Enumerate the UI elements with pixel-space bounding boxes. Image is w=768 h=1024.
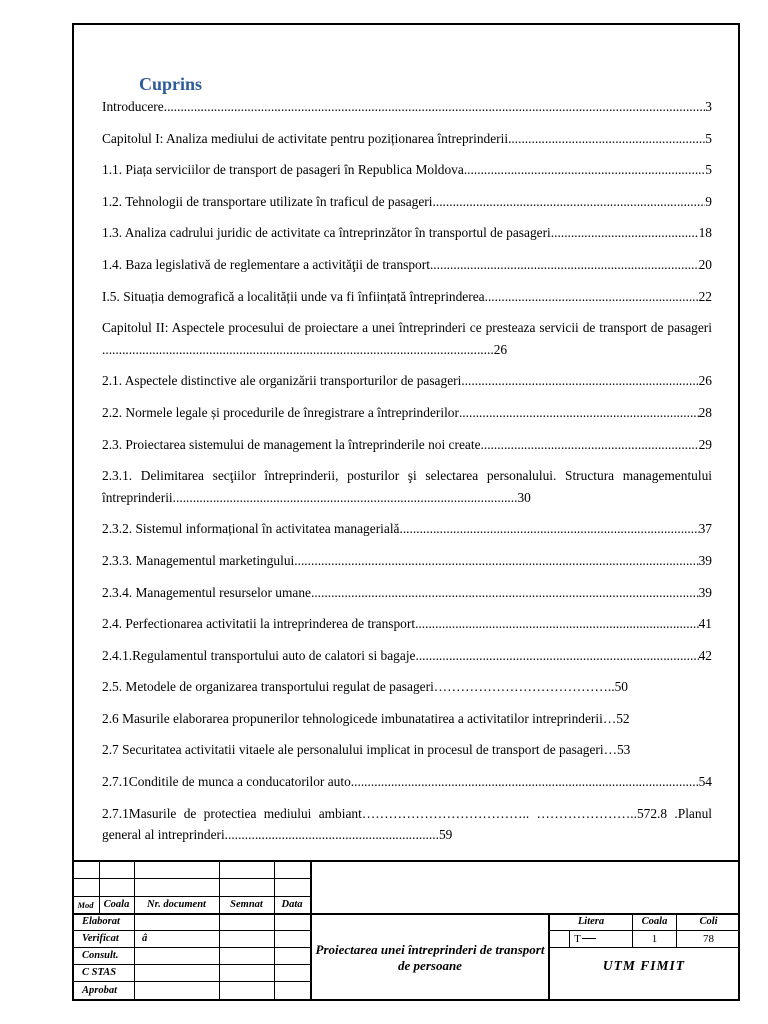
toc-entry-text: I.5. Situația demografică a localității unde va fi înființată întreprinderea: [102, 288, 485, 304]
verificat-value: â: [142, 933, 148, 944]
header-data: Data: [281, 899, 303, 910]
role-elaborat: Elaborat: [82, 916, 120, 927]
toc-entry-text: 2.1. Aspectele distinctive ale organizării transporturilor de pasageri: [102, 373, 462, 389]
toc-entry: [102, 518, 712, 540]
toc-leader-dots: [351, 771, 699, 793]
toc-entry-text: 2.7.1Conditile de munca a conducatorilor auto: [102, 774, 351, 790]
toc-entry: [102, 96, 712, 118]
toc-entry-page: 26: [493, 341, 508, 357]
toc-entry: [102, 803, 712, 846]
toc-entry: [102, 370, 712, 392]
role-c-stas: C STAS: [82, 967, 117, 978]
toc-entry: [102, 286, 712, 308]
toc-entry-text: 2.2. Normele legale și procedurile de înregistrare a întreprinderilor: [102, 404, 459, 420]
toc-entry-text: 1.4. Baza legislativă de reglementare a activităţii de transport: [102, 256, 430, 272]
toc-leader-dots: [461, 370, 698, 392]
table-of-contents: [102, 96, 712, 856]
toc-entry-page: 50: [614, 679, 628, 695]
litera-dash: [582, 938, 596, 939]
toc-entry-page: 22: [698, 288, 712, 304]
role-aprobat: Aprobat: [82, 984, 118, 996]
toc-entry-page: 53: [616, 742, 631, 758]
toc-leader-dots: [508, 128, 705, 150]
project-title: Proiectarea unei întreprinderi de transport de persoane: [315, 942, 545, 973]
toc-entry-page: 52: [616, 710, 630, 726]
toc-entry-page: 39: [698, 552, 712, 568]
header-coala: Coala: [103, 899, 130, 910]
toc-entry-text: 2.7.1Masurile de protectiea mediului ambiant……………………………….. …………………..572.8 .Planul general al intreprinderi................................................................: [102, 805, 712, 843]
toc-entry-page: 29: [698, 436, 712, 452]
toc-entry-page: 3: [705, 99, 712, 114]
toc-entry: [102, 739, 712, 761]
coli-label: Coli: [699, 916, 718, 927]
page-title: Cuprins: [139, 74, 203, 94]
toc-leader-dots: [294, 550, 698, 572]
toc-entry-text: 1.2. Tehnologii de transportare utilizate în traficul de pasageri: [102, 193, 433, 209]
toc-entry-page: 26: [698, 373, 712, 389]
toc-entry-page: 59: [438, 827, 453, 843]
toc-entry: [102, 676, 712, 698]
toc-entry: [102, 402, 712, 424]
toc-leader-dots: [464, 159, 705, 181]
toc-leader-dots: [415, 645, 698, 667]
toc-leader-dots: [481, 434, 699, 456]
organization: UTM FIMIT: [602, 958, 686, 973]
title-block: [72, 860, 740, 1001]
toc-leader-dots: [415, 613, 699, 635]
toc-entry: [102, 645, 712, 667]
toc-leader-dots: [164, 96, 706, 118]
toc-entry-text: 2.3.3. Managementul marketingului: [102, 552, 295, 568]
toc-entry-text: Capitolul II: Aspectele procesului de proiectare a unei întreprinderi ce presteaza servicii de transport de pasageri .....................................................................................................................: [102, 320, 712, 357]
toc-entry: [102, 159, 712, 181]
header-semnat: Semnat: [230, 899, 263, 910]
toc-entry: [102, 771, 712, 793]
toc-entry: [102, 222, 712, 244]
coala-value: 1: [651, 932, 658, 945]
toc-entry-text: 2.4. Perfectionarea activitatii la intreprinderea de transport: [102, 616, 416, 632]
toc-entry-text: Introducere: [102, 99, 164, 114]
toc-entry-text: 2.3.1. Delimitarea secţiilor întreprinderii, posturilor şi selectarea personalului. Structura managementului întreprinderii.......................................................................................................: [102, 468, 712, 505]
toc-entry-page: 41: [698, 616, 712, 632]
toc-entry-text: 2.3. Proiectarea sistemului de management la întreprinderile noi create: [102, 436, 481, 452]
toc-entry-page: 9: [705, 193, 712, 209]
toc-entry-text: 2.4.1.Regulamentul transportului auto de calatori si bagaje: [102, 647, 416, 663]
toc-entry-page: 28: [698, 404, 712, 420]
role-verificat: Verificat: [82, 933, 119, 944]
coli-value: 78: [703, 932, 714, 945]
toc-entry-text: 2.3.4. Managementul resurselor umane: [102, 584, 311, 600]
toc-entry-text: 1.1. Piața serviciilor de transport de pasageri în Republica Moldova: [102, 162, 464, 178]
toc-entry-page: 18: [698, 225, 712, 241]
toc-entry-page: 39: [698, 584, 712, 600]
toc-entry-text: 2.5. Metodele de organizarea transportului regulat de pasageri…………………………………..: [102, 679, 615, 695]
toc-entry-page: 42: [698, 647, 712, 663]
toc-entry-text: 2.6 Masurile elaborarea propunerilor tehnologicede imbunatatirea a activitatilor intreprinderii…: [102, 710, 617, 726]
toc-entry: [102, 465, 712, 508]
toc-entry: [102, 708, 712, 730]
litera-value: [570, 930, 600, 947]
toc-entry-text: 2.3.2. Sistemul informațional în activitatea managerială: [102, 521, 400, 537]
toc-entry-page: 30: [517, 489, 531, 505]
toc-leader-dots: [433, 191, 706, 213]
toc-entry: [102, 191, 712, 213]
toc-leader-dots: [485, 286, 699, 308]
coala-label: Coala: [641, 916, 668, 927]
toc-entry-page: 5: [705, 130, 712, 146]
toc-entry: [102, 434, 712, 456]
toc-leader-dots: [311, 582, 699, 604]
toc-entry-page: 20: [698, 256, 712, 272]
toc-entry-text: 1.3. Analiza cadrului juridic de activitate ca întreprinzător în transportul de pasageri: [102, 225, 551, 241]
header-mod: Mod: [77, 899, 94, 910]
litera-value-text: T: [574, 932, 581, 945]
toc-leader-dots: [430, 254, 699, 276]
toc-entry-page: 5: [705, 162, 712, 178]
toc-entry-text: Capitolul I: Analiza mediului de activitate pentru poziționarea întreprinderii: [102, 130, 509, 146]
toc-leader-dots: [399, 518, 698, 540]
toc-leader-dots: [551, 222, 699, 244]
header-nr-document: Nr. document: [147, 899, 206, 910]
toc-entry: [102, 254, 712, 276]
toc-entry: [102, 128, 712, 150]
toc-entry: [102, 582, 712, 604]
toc-entry: [102, 613, 712, 635]
toc-leader-dots: [459, 402, 699, 424]
role-consult: Consult.: [82, 950, 119, 961]
toc-entry-page: 54: [698, 774, 712, 790]
toc-entry-page: 37: [698, 521, 712, 537]
toc-entry: [102, 550, 712, 572]
toc-entry-text: 2.7 Securitatea activitatii vitaele ale personalului implicat in procesul de transport de pasageri…: [102, 742, 617, 758]
toc-entry: [102, 317, 712, 360]
litera-label: Litera: [577, 916, 605, 927]
